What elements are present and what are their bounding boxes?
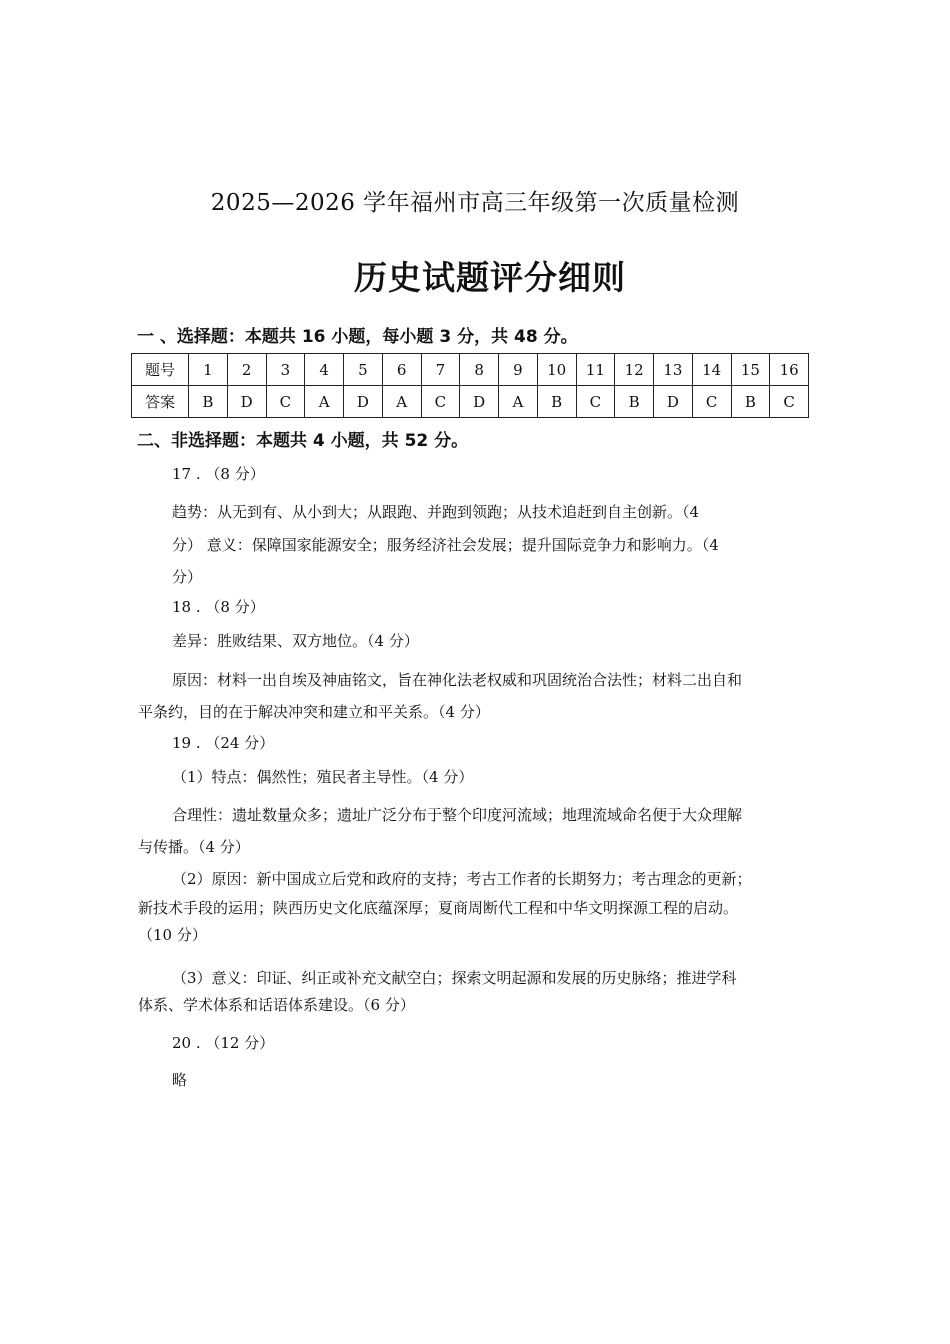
answer-cell: C <box>421 386 460 418</box>
answer-cell: A <box>499 386 538 418</box>
question-number-cell: 3 <box>266 354 305 386</box>
answer-cell: D <box>344 386 383 418</box>
question-number-cell: 2 <box>227 354 266 386</box>
q19-part-3-line-2: 体系、学术体系和话语体系建设。（6 分） <box>138 996 415 1014</box>
question-number-cell: 8 <box>460 354 499 386</box>
q20-body: 略 <box>172 1071 188 1089</box>
q17-label: 17 . （8 分） <box>172 465 265 483</box>
q19-part-3-line-1: （3）意义：印证、纠正或补充文献空白；探索文明起源和发展的历史脉络；推进学科 <box>172 969 737 987</box>
question-number-cell: 16 <box>770 354 809 386</box>
answer-table <box>131 353 809 418</box>
question-number-cell: 12 <box>615 354 654 386</box>
q17-line-3: 分） <box>172 568 203 586</box>
question-number-cell: 11 <box>576 354 615 386</box>
question-number-cell: 15 <box>731 354 770 386</box>
table-row-answers <box>132 386 809 418</box>
question-number-cell: 13 <box>654 354 693 386</box>
q17-line-1: 趋势：从无到有、从小到大；从跟跑、并跑到领跑；从技术追赶到自主创新。（4 <box>172 503 700 521</box>
document-subtitle: 2025—2026 学年福州市高三年级第一次质量检测 <box>210 190 740 216</box>
answer-cell: D <box>654 386 693 418</box>
question-number-cell: 4 <box>305 354 344 386</box>
question-number-cell: 5 <box>344 354 383 386</box>
answer-cell: B <box>731 386 770 418</box>
answer-cell: A <box>382 386 421 418</box>
answer-cell: D <box>460 386 499 418</box>
q19-part-2-line-1: （2）原因：新中国成立后党和政府的支持；考古工作者的长期努力；考古理念的更新； <box>172 870 752 888</box>
section-2-heading: 二、非选择题：本题共 4 小题，共 52 分。 <box>137 431 469 451</box>
q19-part-1: （1）特点：偶然性；殖民者主导性。（4 分） <box>172 768 474 786</box>
answer-cell: D <box>227 386 266 418</box>
answer-cell: A <box>305 386 344 418</box>
answer-cell: B <box>615 386 654 418</box>
table-header-question-number: 题号 <box>132 354 189 386</box>
answer-cell: B <box>537 386 576 418</box>
answer-cell: C <box>770 386 809 418</box>
table-row-numbers <box>132 354 809 386</box>
q18-label: 18 . （8 分） <box>172 598 265 616</box>
answer-cell: C <box>692 386 731 418</box>
question-number-cell: 10 <box>537 354 576 386</box>
question-number-cell: 6 <box>382 354 421 386</box>
question-number-cell: 1 <box>189 354 228 386</box>
answer-cell: C <box>266 386 305 418</box>
table-header-answer: 答案 <box>132 386 189 418</box>
q19-label: 19 . （24 分） <box>172 734 275 752</box>
q19-part-2-line-3: （10 分） <box>138 926 207 944</box>
question-number-cell: 14 <box>692 354 731 386</box>
q18-line-3: 平条约，目的在于解决冲突和建立和平关系。（4 分） <box>138 703 490 721</box>
section-1-heading: 一 、选择题：本题共 16 小题，每小题 3 分，共 48 分。 <box>137 327 578 347</box>
q18-line-2: 原因：材料一出自埃及神庙铭文，旨在神化法老权威和巩固统治合法性；材料二出自和 <box>172 671 743 689</box>
q19-part-2-line-2: 新技术手段的运用；陕西历史文化底蕴深厚；夏商周断代工程和中华文明探源工程的启动。 <box>138 899 739 917</box>
document-title: 历史试题评分细则 <box>354 258 626 297</box>
answer-cell: C <box>576 386 615 418</box>
answer-cell: B <box>189 386 228 418</box>
question-number-cell: 9 <box>499 354 538 386</box>
q17-line-2: 分） 意义：保障国家能源安全；服务经济社会发展；提升国际竞争力和影响力。（4 <box>172 536 719 554</box>
q18-line-1: 差异：胜败结果、双方地位。（4 分） <box>172 632 419 650</box>
question-number-cell: 7 <box>421 354 460 386</box>
q19-reasonableness-line-1: 合理性：遗址数量众多；遗址广泛分布于整个印度河流域；地理流域命名便于大众理解 <box>172 806 743 824</box>
q20-label: 20 . （12 分） <box>172 1034 275 1052</box>
q19-reasonableness-line-2: 与传播。（4 分） <box>138 838 250 856</box>
